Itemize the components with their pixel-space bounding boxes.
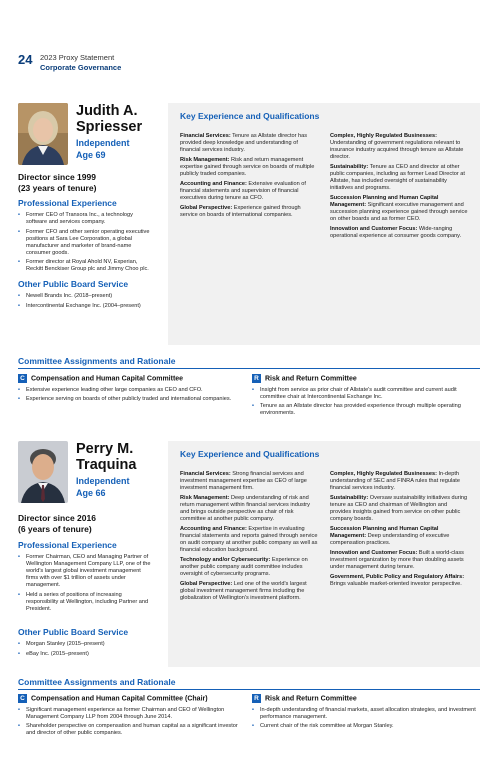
committee-heading: Committee Assignments and Rationale [18,677,176,687]
director-name-last: Traquina [76,457,137,473]
list-item: • Former director at Royal Ahold NV, Experian, Reckitt Benckiser Group plc and Jimmy Choo plc. [18,259,154,273]
list-item: • Former CEO of Transora Inc., a technology software and services company. [18,212,154,226]
list-item: • Former CFO and other senior operating executive positions at Sara Lee Corporation, a global manufacturer and marketer of brand-name consumer goods. [18,229,154,257]
qualification-item: Technology and/or Cybersecurity: Experience on another public company audit committee includes oversight of cybersecurity programs. [180,557,308,577]
director-tenure: (23 years of tenure) [18,183,97,193]
page-number: 24 [18,52,33,67]
key-experience-right [330,133,468,243]
director-since: Director since 2016 [18,513,96,523]
committee-badge: R [252,374,261,383]
director-age: Age 66 [76,488,106,498]
committee-badge: R [252,694,261,703]
committee-badge: C [18,374,27,383]
key-experience-left [180,133,318,222]
director-since: Director since 1999 [18,172,96,182]
experience-heading: Professional Experience [18,540,117,550]
boards-list [18,293,154,312]
list-item: • Experience serving on boards of other publicly traded and international companies. [18,396,238,403]
list-item: • Held a series of positions of increasing responsibility at Wellington, including Partner and President. [18,592,154,613]
qualification-item: Innovation and Customer Focus: Wide-ranging operational experience at consumer goods company. [330,226,462,239]
director-name-last: Spriesser [76,119,143,135]
qualification-item: Complex, Highly Regulated Businesses: Understanding of government regulations relevant to insurance industry acquired through tenure as Allstate director. [330,133,464,160]
section-title: Corporate Governance [40,63,122,72]
committee-heading: Committee Assignments and Rationale [18,356,176,366]
qualification-item: Succession Planning and Human Capital Management: Significant executive management and succession planning experience gained through service on other boards and as former CEO. [330,195,468,222]
boards-heading: Other Public Board Service [18,279,129,289]
committee-name: C Compensation and Human Capital Committee (Chair) [18,694,208,703]
qualification-item: Risk Management: Risk and return management expertise gained through service on boards of multiple publicly traded companies. [180,157,315,177]
qualification-item: Innovation and Customer Focus: Built a world-class investment organization by more than doubling assets under management during tenure. [330,550,464,570]
qualification-item: Accounting and Finance: Expertise in evaluating financial statements and reports gained through service on audit company at another public company as well as financial education background. [180,526,318,553]
experience-list [18,554,154,615]
key-experience-title: Key Experience and Qualifications [180,111,320,121]
experience-heading: Professional Experience [18,198,117,208]
director-photo [18,103,68,165]
experience-list [18,212,154,276]
director-status: Independent [76,476,130,486]
list-item: • Intercontinental Exchange Inc. (2004–present) [18,303,154,310]
list-item: • Morgan Stanley (2015–present) [18,641,154,648]
committee-name: R Risk and Return Committee [252,374,357,383]
key-experience-title: Key Experience and Qualifications [180,449,320,459]
list-item: • In-depth understanding of financial markets, asset allocation strategies, and investment performance management. [252,707,480,721]
list-item: • Shareholder perspective on compensation and human capital as a significant investor and director of other public companies. [18,723,240,737]
key-experience-left [180,471,318,605]
boards-heading: Other Public Board Service [18,627,129,637]
director-name-first: Judith A. [76,103,138,119]
qualification-item: Accounting and Finance: Extensive evaluation of financial statements and supervision of financial executives during tenure as CFO. [180,181,306,201]
qualification-item: Complex, Highly Regulated Businesses: In-depth understanding of SEC and FINRA rules that regulate financial services industry. [330,471,460,491]
key-experience-right [330,471,468,591]
key-experience-box [168,441,480,667]
divider [18,689,480,690]
qualification-item: Succession Planning and Human Capital Management: Deep understanding of executive compensation practices. [330,526,450,546]
director-tenure: (6 years of tenure) [18,524,92,534]
director-age: Age 69 [76,150,106,160]
list-item: • Tenure as an Allstate director has provided experience through multiple operating environments. [252,403,480,417]
list-item: • Former Chairman, CEO and Managing Partner of Wellington Management Company LLP, one of the world's largest global investment management firms with over $1 trillion of assets under management. [18,554,154,589]
qualification-item: Government, Public Policy and Regulatory Affairs: Brings valuable market-oriented investor perspective. [330,574,465,587]
qualification-item: Global Perspective: Led one of the world's largest global investment management firms including the globalization of Wellington's investment platform. [180,581,307,601]
committee-name: R Risk and Return Committee [252,694,357,703]
list-item: • Significant management experience as former Chairman and CEO of Wellington Management Company LLP from 2004 through June 2014. [18,707,240,721]
committee-rationale-list [18,387,238,405]
director-name-first: Perry M. [76,441,134,457]
key-experience-box [168,103,480,345]
boards-list [18,641,154,660]
list-item: • eBay Inc. (2015–present) [18,651,154,658]
qualification-item: Sustainability: Oversaw sustainability initiatives during tenure as CEO and chairman of Wellington and provides insights gained from service on other public company boards. [330,495,468,522]
list-item: • Newell Brands Inc. (2018–present) [18,293,154,300]
divider [18,368,480,369]
qualification-item: Sustainability: Tenure as CEO and director at other public companies, including as former Lead Director at Allstate, has included oversight of sustainability initiatives and programs. [330,164,465,191]
list-item: • Current chair of the risk committee at Morgan Stanley. [252,723,480,730]
director-photo [18,441,68,503]
document-title: 2023 Proxy Statement [40,53,115,62]
list-item: • Insight from service as prior chair of Allstate's audit committee and current audit committee chair at Intercontinental Exchange Inc. [252,387,480,401]
qualification-item: Financial Services: Strong financial services and investment management expertise as CEO of large investment management firm. [180,471,307,491]
qualification-item: Global Perspective: Experience gained through service on boards of international companies. [180,205,301,218]
qualification-item: Risk Management: Deep understanding of risk and return management within financial services industry and brings outside perspective as chair of risk committee at another public company. [180,495,310,522]
committee-rationale-list [18,707,240,739]
director-status: Independent [76,138,130,148]
qualification-item: Financial Services: Tenure as Allstate director has provided deep knowledge and understanding of financial services industry. [180,133,308,153]
committee-badge: C [18,694,27,703]
committee-rationale-list [252,387,480,419]
list-item: • Extensive experience leading other large companies as CEO and CFO. [18,387,238,394]
committee-rationale-list [252,707,480,732]
committee-name: C Compensation and Human Capital Committee [18,374,183,383]
